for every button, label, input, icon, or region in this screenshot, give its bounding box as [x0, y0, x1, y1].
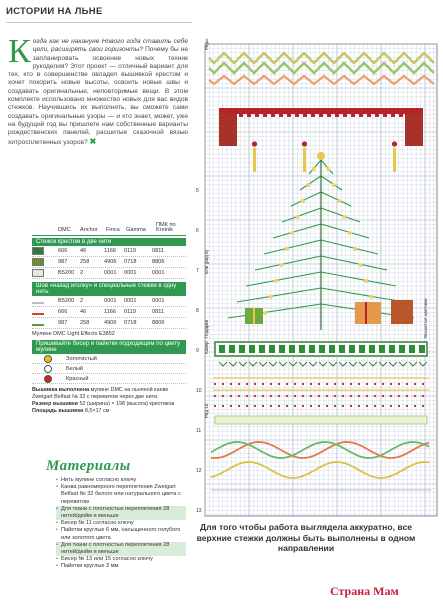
- stitch-dot: [350, 405, 352, 407]
- stitch-dot: [366, 395, 368, 397]
- carpet-pattern: [239, 345, 245, 353]
- stitch-dot: [326, 405, 328, 407]
- carpet-pattern: [219, 345, 225, 353]
- candle-flame: [252, 141, 257, 146]
- stitch-dot: [294, 405, 296, 407]
- intro-lead: огда как не накануне Нового года ставить себе цели, расширять свои горизонты?: [32, 38, 188, 54]
- tree-ornament: [306, 183, 310, 187]
- stitch-dot: [302, 395, 304, 397]
- stitch-dot: [398, 395, 400, 397]
- stitch-dot: [414, 405, 416, 407]
- red-band-tooth: [271, 114, 275, 117]
- red-band-tooth: [335, 114, 339, 117]
- key-metallic-note: Мулине DMC Light Effects E3852: [32, 331, 115, 337]
- key-col-pmk: ПМК по Kreinik: [156, 222, 176, 233]
- candle-flame: [302, 141, 307, 146]
- stitch-dot: [422, 395, 424, 397]
- stitch-dot: [262, 383, 264, 385]
- key-section-beads: Пришивайте бисер и пайетки подходящим по цвету мулине: [32, 340, 186, 354]
- key-cell-dmc: 666: [58, 309, 68, 315]
- stitch-dot: [246, 405, 248, 407]
- tree-ornament: [285, 247, 289, 251]
- stitch-dot: [326, 383, 328, 385]
- red-band-tooth: [295, 114, 299, 117]
- carpet-pattern: [269, 345, 275, 353]
- stitch-dot: [342, 405, 344, 407]
- key-info-value: 52 (ширина) × 198 (высота) крестиков: [79, 401, 175, 407]
- chart-grid-svg: [193, 38, 441, 526]
- carpet-pattern: [359, 345, 365, 353]
- red-pillar: [219, 114, 237, 146]
- carpet-pattern: [349, 345, 355, 353]
- stitch-dot: [366, 405, 368, 407]
- red-band-tooth: [287, 114, 291, 117]
- stitch-dot: [390, 383, 392, 385]
- materials-item: • Пайетки круглые 3 мм: [56, 563, 186, 570]
- key-info-value: мулине DMC на льняной канве Zweigart Belfast № 32 с перевитом через две нити.: [32, 387, 169, 400]
- stitch-dot: [214, 383, 216, 385]
- key-col-gamma: Gamma: [126, 227, 146, 233]
- candle-mark: [303, 148, 306, 172]
- bead-label: Золотистый: [66, 355, 97, 362]
- stitch-dot: [318, 383, 320, 385]
- stitch-dot: [398, 383, 400, 385]
- key-cell-finca: 1166: [104, 248, 117, 254]
- stitch-key: [32, 217, 186, 415]
- stitch-dot: [262, 395, 264, 397]
- tree-ornament: [263, 311, 267, 315]
- stitch-dot: [358, 395, 360, 397]
- carpet-pattern: [329, 345, 335, 353]
- stitch-band: [215, 416, 427, 424]
- stitch-dot: [254, 405, 256, 407]
- carpet-pattern: [409, 345, 415, 353]
- chart-row-label: Ковер: [204, 341, 209, 354]
- red-band-tooth: [311, 114, 315, 117]
- stitch-dot: [382, 395, 384, 397]
- materials-title: Материалы: [46, 458, 131, 474]
- key-backstitch-row: [32, 307, 186, 318]
- cross-swatch-icon: [32, 258, 44, 266]
- red-band-tooth: [327, 114, 331, 117]
- red-band-tooth: [263, 114, 267, 117]
- key-cell-gamma: 0119: [124, 309, 137, 315]
- page-section-title: ИСТОРИИ НА ЛЬНЕ: [6, 6, 103, 17]
- carpet-pattern: [339, 345, 345, 353]
- stitch-dot: [294, 383, 296, 385]
- tree-ornament: [326, 167, 330, 171]
- stitch-dot: [214, 395, 216, 397]
- key-cell-anchor: 258: [80, 320, 90, 326]
- backstitch-swatch-icon: [32, 299, 44, 304]
- key-cross-row: [32, 246, 186, 257]
- red-band-tooth: [303, 114, 307, 117]
- stitch-dot: [334, 405, 336, 407]
- stitch-dot: [318, 395, 320, 397]
- key-col-finca: Finca: [106, 227, 120, 233]
- stitch-dot: [398, 405, 400, 407]
- stitch-dot: [374, 383, 376, 385]
- stitch-dot: [342, 395, 344, 397]
- stitch-dot: [270, 405, 272, 407]
- key-cell-finca: 4906: [104, 259, 117, 265]
- candle-mark: [393, 148, 396, 172]
- key-section-cross: Стежок крестом в две нити: [32, 238, 186, 246]
- red-band-tooth: [375, 114, 379, 117]
- red-band-tooth: [247, 114, 251, 117]
- stitch-dot: [278, 395, 280, 397]
- key-cell-dmc: B5200: [58, 298, 75, 304]
- red-pillar: [405, 114, 423, 146]
- tree-ornament: [269, 295, 273, 299]
- stitch-dot: [366, 383, 368, 385]
- stitch-dot: [230, 405, 232, 407]
- carpet-pattern: [319, 345, 325, 353]
- chart-row-number: 6: [196, 228, 199, 234]
- stitch-dot: [278, 405, 280, 407]
- tree-ornament: [296, 215, 300, 219]
- carpet-pattern: [249, 345, 255, 353]
- materials-item: • Канва равномерного переплетения Zweigart Belfast № 32 белого или натурального цвета с перевитом: [56, 484, 186, 506]
- stitch-dot: [422, 383, 424, 385]
- backstitch-swatch-icon: [32, 321, 44, 326]
- stitch-dot: [318, 405, 320, 407]
- stitch-dot: [246, 395, 248, 397]
- red-band-tooth: [399, 114, 403, 117]
- materials-item: • Для ткани с плотностью переплетения 28 нитей/дюйм и меньше: [56, 506, 186, 520]
- stitch-dot: [310, 383, 312, 385]
- drop-cap: К: [8, 33, 31, 70]
- tree-ornament: [279, 263, 283, 267]
- gift-box: [355, 302, 381, 324]
- materials-item: • Для ткани с плотностью переплетения 28 нитей/дюйм и меньше: [56, 542, 186, 556]
- gift-box: [391, 300, 413, 324]
- stitch-dot: [390, 395, 392, 397]
- tree-ornament: [369, 295, 373, 299]
- backstitch-swatch-icon: [32, 310, 44, 315]
- carpet-pattern: [259, 345, 265, 353]
- chart-row-label: Ряд 10: [204, 403, 209, 418]
- chart-row-number: 11: [196, 428, 202, 434]
- stitch-dot: [358, 405, 360, 407]
- carpet-pattern: [399, 345, 405, 353]
- key-cell-pmk: 8806: [152, 259, 165, 265]
- key-cell-gamma: 0001: [124, 270, 137, 276]
- stitch-dot: [214, 405, 216, 407]
- key-info-label: Площадь вышивки: [32, 408, 85, 414]
- cross-swatch-icon: [32, 269, 44, 277]
- key-bead-row: [32, 364, 186, 374]
- key-cross-row: [32, 257, 186, 268]
- chart-side-label: Вышитые цветами: [423, 298, 428, 338]
- tree-ornament: [348, 231, 352, 235]
- key-info-label: Вышивка выполнена: [32, 387, 91, 393]
- key-cell-gamma: 0718: [124, 259, 137, 265]
- stitch-dot: [390, 405, 392, 407]
- key-cross-rows: [32, 246, 186, 279]
- stitch-dot: [406, 405, 408, 407]
- carpet-pattern: [229, 345, 235, 353]
- key-cell-dmc: 987: [58, 320, 68, 326]
- gift-ribbon: [365, 302, 367, 324]
- key-info-value: 8,5×17 см: [84, 408, 110, 414]
- stitch-dot: [262, 405, 264, 407]
- stitch-dot: [334, 383, 336, 385]
- stitch-dot: [294, 395, 296, 397]
- red-band-tooth: [391, 114, 395, 117]
- stitch-dot: [414, 395, 416, 397]
- stitch-dot: [286, 395, 288, 397]
- bead-label: Красный: [66, 375, 89, 382]
- red-band-tooth: [255, 114, 259, 117]
- key-cell-dmc: 666: [58, 248, 68, 254]
- materials-item: • Бисер № 13 или 15 согласно ключу: [56, 556, 186, 563]
- key-cell-pmk: 8806: [152, 320, 165, 326]
- bead-label: Белый: [66, 365, 84, 372]
- bead-swatch-icon: [44, 365, 52, 373]
- carpet-pattern: [389, 345, 395, 353]
- stitch-dot: [222, 395, 224, 397]
- key-cell-gamma: 0718: [124, 320, 137, 326]
- red-band-tooth: [367, 114, 371, 117]
- red-band-tooth: [319, 114, 323, 117]
- key-backstitch-rows: [32, 296, 186, 329]
- stitch-dot: [406, 395, 408, 397]
- carpet-pattern: [369, 345, 375, 353]
- chart-row-number: 13: [196, 508, 202, 514]
- stitch-dot: [342, 383, 344, 385]
- stitch-dot: [238, 395, 240, 397]
- stitch-dot: [422, 405, 424, 407]
- chart-row-number: 8: [196, 308, 199, 314]
- key-cell-finca: 1166: [104, 309, 117, 315]
- key-info-line: [32, 387, 186, 401]
- key-cell-dmc: B5200: [58, 270, 75, 276]
- stitch-dot: [302, 383, 304, 385]
- key-cell-anchor: 46: [80, 248, 87, 254]
- key-bead-row: [32, 374, 186, 384]
- stitch-dot: [310, 395, 312, 397]
- tree-star: [317, 152, 325, 160]
- key-col-dmc: DMC: [58, 227, 71, 233]
- stitch-dot: [406, 383, 408, 385]
- key-cross-row: [32, 268, 186, 279]
- key-cell-finca: 4906: [104, 320, 117, 326]
- cross-swatch-icon: [32, 247, 44, 255]
- tree-ornament: [332, 183, 336, 187]
- tree-ornament: [353, 247, 357, 251]
- carpet-pattern: [419, 345, 425, 353]
- key-info: [32, 387, 186, 415]
- stitch-dot: [254, 395, 256, 397]
- candle-flame: [392, 141, 397, 146]
- chart-row-label: Ели (ряд 6): [204, 249, 209, 274]
- key-cell-finca: 0001: [104, 298, 117, 304]
- carpet-pattern: [279, 345, 285, 353]
- chart-row-number: 9: [196, 348, 199, 354]
- key-info-line: [32, 401, 186, 408]
- stitch-chart: [193, 38, 441, 526]
- chart-row-number: 7: [196, 268, 199, 274]
- stitch-dot: [350, 395, 352, 397]
- key-column-headers: [32, 217, 186, 236]
- end-mark-icon: ✖: [89, 136, 97, 146]
- key-info-line: [32, 408, 186, 415]
- stitch-dot: [222, 383, 224, 385]
- gift-ribbon: [253, 308, 255, 324]
- key-bead-rows: [32, 354, 186, 384]
- chart-caption: Для того чтобы работа выглядела аккуратно, все верхние стежки должны быть выполнены в одном направлении: [196, 522, 416, 553]
- tree-ornament: [301, 199, 305, 203]
- bead-swatch-icon: [44, 375, 52, 383]
- key-cell-finca: 0001: [104, 270, 117, 276]
- tree-ornament: [290, 231, 294, 235]
- stitch-dot: [350, 383, 352, 385]
- tree-ornament: [359, 263, 363, 267]
- red-band-tooth: [383, 114, 387, 117]
- header-divider: [6, 22, 192, 23]
- stitch-dot: [374, 405, 376, 407]
- bead-swatch-icon: [44, 355, 52, 363]
- watermark-logo: Страна Мам: [330, 584, 399, 598]
- materials-item: • Пайетки круглые 6 мм, насыщенного голубого или золотого цвета: [56, 527, 186, 541]
- intro-body: Почему бы не запланировать освоение новых техник рукоделия? Этот проект — отличный вариант для тех, кто в совершенстве овладел вышивкой крестом и хочет покорить новые высоты, освоить новые швы и создавать оригинальные, неповторимые вещи. В этом комплекте использовано множество новых для вас видов стежков. Научившись их выполнять, вы сможете сами создавать оригинальные узоры — и кто знает, может, уже на будущий год вы пришлете нам собственные варианты рождественских панелей, расшитые сказочной вязью хитросплетенных узоров?: [8, 46, 188, 146]
- tree-ornament: [312, 167, 316, 171]
- stitch-dot: [382, 405, 384, 407]
- key-cell-pmk: 0001: [152, 270, 165, 276]
- chart-row-number: 12: [196, 468, 202, 474]
- key-backstitch-row: [32, 296, 186, 307]
- key-section-backstitch: Шов «назад иголку» и специальные стежки в одну нить: [32, 282, 186, 296]
- stitch-dot: [302, 405, 304, 407]
- stitch-dot: [222, 405, 224, 407]
- stitch-dot: [270, 383, 272, 385]
- stitch-dot: [238, 405, 240, 407]
- key-cell-anchor: 46: [80, 309, 87, 315]
- stitch-dot: [230, 383, 232, 385]
- red-band: [219, 108, 423, 114]
- key-cell-pmk: 0001: [152, 298, 165, 304]
- red-band-tooth: [343, 114, 347, 117]
- carpet-pattern: [309, 345, 315, 353]
- stitch-dot: [326, 395, 328, 397]
- key-cell-anchor: 2: [80, 270, 84, 276]
- stitch-dot: [382, 383, 384, 385]
- stitch-dot: [246, 383, 248, 385]
- chart-row-number: 10: [196, 388, 202, 394]
- tree-ornament: [337, 199, 341, 203]
- carpet-pattern: [379, 345, 385, 353]
- key-col-anchor: Anchor: [80, 227, 98, 233]
- stitch-dot: [270, 395, 272, 397]
- stitch-dot: [230, 395, 232, 397]
- materials-item: • Бисер № 11 согласно ключу: [56, 520, 186, 527]
- stitch-dot: [358, 383, 360, 385]
- key-cell-anchor: 258: [80, 259, 90, 265]
- key-info-label: Размер вышивки: [32, 401, 80, 407]
- key-cell-pmk: 0811: [152, 248, 165, 254]
- key-backstitch-row: [32, 318, 186, 329]
- chart-row-number: 5: [196, 188, 199, 194]
- key-cell-pmk: 0811: [152, 309, 165, 315]
- tree-ornament: [342, 215, 346, 219]
- stitch-dot: [374, 395, 376, 397]
- materials-item: • Нить мулине согласно ключу: [56, 477, 186, 484]
- key-bead-row: [32, 354, 186, 364]
- red-band-tooth: [359, 114, 363, 117]
- chart-row-label: Подарки: [204, 319, 209, 338]
- stitch-dot: [238, 383, 240, 385]
- red-band-tooth: [239, 114, 243, 117]
- tree-ornament: [274, 279, 278, 283]
- tree-ornament: [364, 279, 368, 283]
- red-band-tooth: [351, 114, 355, 117]
- key-cell-gamma: 0119: [124, 248, 137, 254]
- key-cell-gamma: 0001: [124, 298, 137, 304]
- stitch-dot: [278, 383, 280, 385]
- carpet-pattern: [289, 345, 295, 353]
- intro-paragraph: [8, 33, 188, 147]
- candle-mark: [253, 148, 256, 172]
- stitch-dot: [310, 405, 312, 407]
- stitch-dot: [334, 395, 336, 397]
- chart-row-label: Ряды: [204, 38, 209, 50]
- materials-list: [56, 477, 186, 571]
- carpet-pattern: [299, 345, 305, 353]
- red-band-tooth: [279, 114, 283, 117]
- stitch-dot: [286, 405, 288, 407]
- key-cell-dmc: 987: [58, 259, 68, 265]
- stitch-dot: [254, 383, 256, 385]
- stitch-dot: [414, 383, 416, 385]
- key-cell-anchor: 2: [80, 298, 84, 304]
- stitch-dot: [286, 383, 288, 385]
